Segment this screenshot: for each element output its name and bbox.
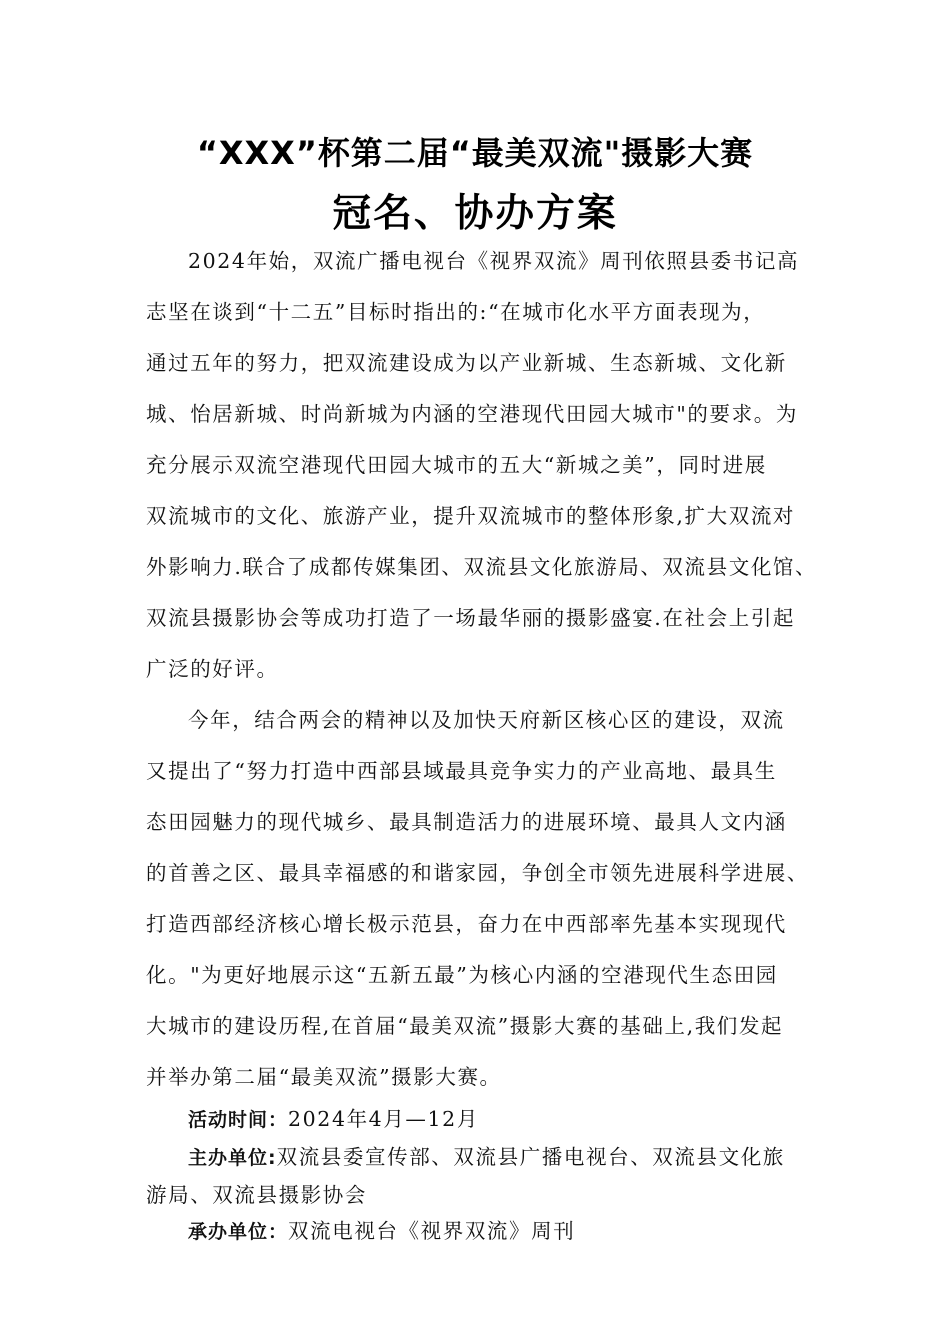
paragraph-1-line: 城、怡居新城、时尚新城为内涵的空港现代田园大城市"的要求。为: [146, 402, 798, 426]
activity-time-label: 活动时间：: [188, 1109, 289, 1131]
co-organizer-label: 承办单位：: [188, 1221, 289, 1243]
paragraph-2-line: 大城市的建设历程,在首届“最美双流”摄影大赛的基础上,我们发起: [146, 1014, 784, 1038]
paragraph-1-line: 广泛的好评。: [146, 657, 279, 681]
paragraph-2-line: 化。"为更好地展示这“五新五最”为核心内涵的空港现代生态田园: [146, 963, 778, 987]
organizer-value-continued: 游局、双流县摄影协会: [146, 1183, 367, 1207]
co-organizer-value: 双流电视台《视界双流》周刊: [288, 1219, 576, 1243]
paragraph-2-line: 并举办第二届“最美双流”摄影大赛。: [146, 1065, 502, 1089]
paragraph-2-line: 今年，结合两会的精神以及加快天府新区核心区的建设，双流: [188, 708, 785, 732]
paragraph-1-line: 通过五年的努力，把双流建设成为以产业新城、生态新城、文化新: [146, 351, 787, 375]
paragraph-1-line: 2024年始，双流广播电视台《视界双流》周刊依照县委书记高: [188, 249, 800, 273]
paragraph-1-line: 双流城市的文化、旅游产业，提升双流城市的整体形象,扩大双流对: [146, 504, 796, 528]
document-title-line-2: 冠名、协办方案: [332, 191, 618, 236]
paragraph-2-line: 的首善之区、最具幸福感的和谐家园，争创全市领先进展科学进展、: [146, 861, 809, 885]
organizer-label: 主办单位:: [188, 1147, 277, 1169]
paragraph-1-line: 充分展示双流空港现代田园大城市的五大“新城之美”，同时进展: [146, 453, 767, 477]
paragraph-1-line: 志坚在谈到“十二五”目标时指出的:“在城市化水平方面表现为，: [146, 300, 766, 324]
paragraph-2-line: 打造西部经济核心增长极示范县，奋力在中西部率先基本实现现代: [146, 912, 787, 936]
organizer-row: [188, 1144, 785, 1171]
co-organizer-row: [188, 1218, 575, 1245]
organizer-value: 双流县委宣传部、双流县广播电视台、双流县文化旅: [276, 1145, 785, 1169]
paragraph-1-line: 外影响力.联合了成都传媒集团、双流县文化旅游局、双流县文化馆、: [146, 555, 818, 579]
paragraph-2-line: 又提出了“努力打造中西部县域最具竞争实力的产业高地、最具生: [146, 759, 777, 783]
paragraph-1-line: 双流县摄影协会等成功打造了一场最华丽的摄影盛宴.在社会上引起: [146, 606, 796, 630]
activity-time-row: [188, 1106, 479, 1133]
paragraph-2-line: 态田园魅力的现代城乡、最具制造活力的进展环境、最具人文内涵: [146, 810, 787, 834]
document-title-line-1: “XXX”杯第二届“最美双流"摄影大赛: [196, 134, 754, 172]
activity-time-value: 2024年4月—12月: [288, 1107, 479, 1131]
